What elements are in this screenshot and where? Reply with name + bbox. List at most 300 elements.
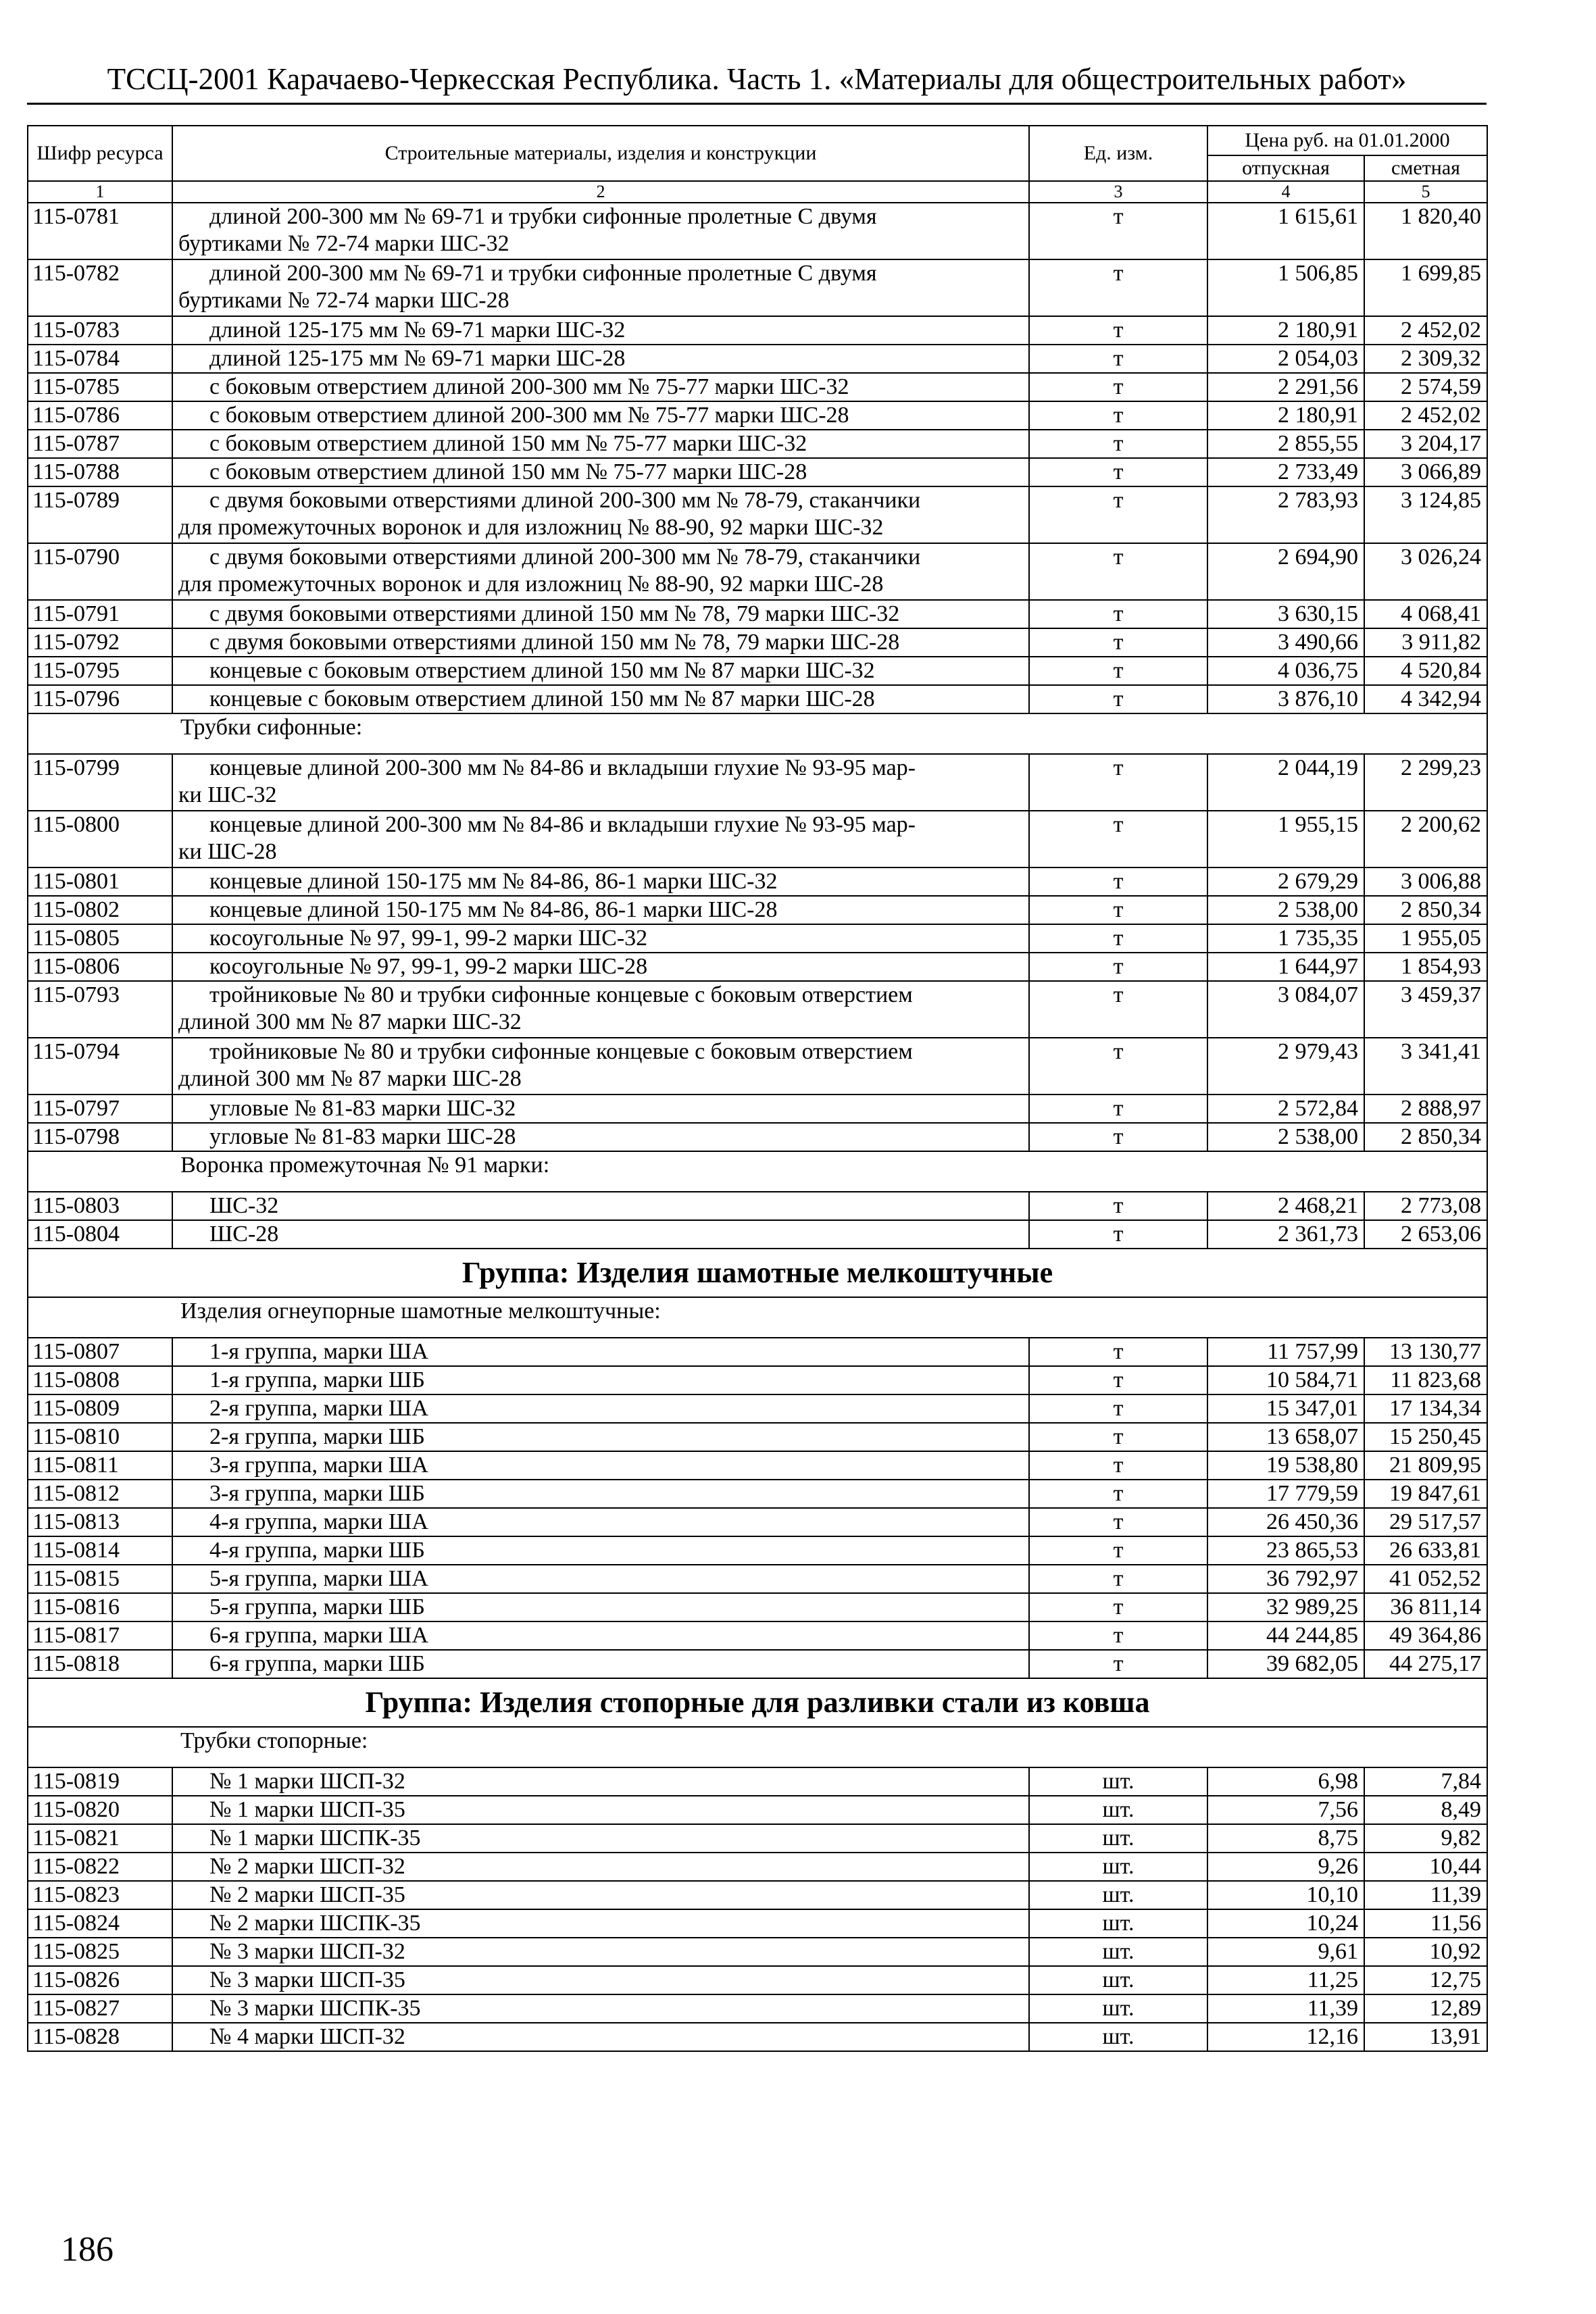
unit-cell: т <box>1029 543 1207 600</box>
resource-code: 115-0781 <box>28 203 172 259</box>
release-price: 6,98 <box>1207 1767 1364 1796</box>
estimate-price: 2 850,34 <box>1364 896 1487 924</box>
unit-cell: шт. <box>1029 1767 1207 1796</box>
table-row <box>28 1451 1487 1480</box>
material-description <box>172 1824 1029 1853</box>
material-description <box>172 1853 1029 1881</box>
estimate-price: 8,49 <box>1364 1796 1487 1824</box>
material-description <box>172 924 1029 953</box>
description-line-1: 3-я группа, марки ШБ <box>209 1481 425 1506</box>
material-description <box>172 1650 1029 1678</box>
estimate-price: 9,82 <box>1364 1824 1487 1853</box>
unit-cell: шт. <box>1029 1881 1207 1909</box>
material-description <box>172 1994 1029 2023</box>
resource-code: 115-0817 <box>28 1621 172 1650</box>
material-description <box>172 1220 1029 1249</box>
resource-code: 115-0791 <box>28 600 172 628</box>
resource-code: 115-0825 <box>28 1938 172 1966</box>
unit-cell: т <box>1029 1220 1207 1249</box>
description-line-1: с боковым отверстием длиной 200-300 мм № 75-77 марки ШС-28 <box>209 403 849 428</box>
material-description <box>172 203 1029 259</box>
unit-cell: т <box>1029 685 1207 713</box>
material-description <box>172 259 1029 316</box>
resource-code: 115-0808 <box>28 1366 172 1394</box>
table-header <box>28 126 1487 203</box>
estimate-price: 11 823,68 <box>1364 1366 1487 1394</box>
description-line-1: концевые с боковым отверстием длиной 150 мм № 87 марки ШС-28 <box>209 686 875 711</box>
material-description <box>172 600 1029 628</box>
release-price: 3 490,66 <box>1207 628 1364 657</box>
group-title: Группа: Изделия шамотные мелкоштучные <box>28 1249 1487 1297</box>
table-row <box>28 316 1487 345</box>
release-price: 11,39 <box>1207 1994 1364 2023</box>
description-line-1: № 1 марки ШСП-35 <box>209 1797 405 1822</box>
description-line-1: № 3 марки ШСПК-35 <box>209 1996 421 2021</box>
unit-cell: т <box>1029 924 1207 953</box>
unit-cell: т <box>1029 811 1207 867</box>
release-price: 23 865,53 <box>1207 1536 1364 1565</box>
description-line-1: ШС-32 <box>209 1193 279 1218</box>
subheading-label: Трубки стопорные: <box>172 1727 1487 1767</box>
material-description <box>172 430 1029 458</box>
release-price: 2 054,03 <box>1207 345 1364 373</box>
material-description <box>172 458 1029 486</box>
resource-code: 115-0826 <box>28 1966 172 1994</box>
unit-cell: т <box>1029 1536 1207 1565</box>
material-description <box>172 1366 1029 1394</box>
unit-cell: т <box>1029 896 1207 924</box>
description-line-2: для промежуточных воронок и для изложниц № 88-90, 92 марки ШС-32 <box>178 515 884 540</box>
unit-cell: т <box>1029 628 1207 657</box>
table-row <box>28 1038 1487 1095</box>
release-price: 10,10 <box>1207 1881 1364 1909</box>
material-description <box>172 685 1029 713</box>
estimate-price: 2 574,59 <box>1364 373 1487 401</box>
estimate-price: 11,39 <box>1364 1881 1487 1909</box>
table-row <box>28 1423 1487 1451</box>
release-price: 2 180,91 <box>1207 316 1364 345</box>
resource-code: 115-0816 <box>28 1593 172 1621</box>
release-price: 44 244,85 <box>1207 1621 1364 1650</box>
estimate-price: 2 888,97 <box>1364 1095 1487 1123</box>
col-number-4: 4 <box>1207 181 1364 203</box>
release-price: 1 506,85 <box>1207 259 1364 316</box>
description-line-1: угловые № 81-83 марки ШС-28 <box>209 1124 516 1149</box>
table-row <box>28 401 1487 430</box>
release-price: 10,24 <box>1207 1909 1364 1938</box>
estimate-price: 1 820,40 <box>1364 203 1487 259</box>
estimate-price: 21 809,95 <box>1364 1451 1487 1480</box>
release-price: 15 347,01 <box>1207 1394 1364 1423</box>
resource-code: 115-0812 <box>28 1480 172 1508</box>
release-price: 39 682,05 <box>1207 1650 1364 1678</box>
release-price: 3 876,10 <box>1207 685 1364 713</box>
table-row <box>28 1796 1487 1824</box>
unit-cell: т <box>1029 401 1207 430</box>
material-description <box>172 1593 1029 1621</box>
resource-code: 115-0786 <box>28 401 172 430</box>
description-line-1: концевые длиной 150-175 мм № 84-86, 86-1 марки ШС-32 <box>209 869 778 894</box>
material-description <box>172 1394 1029 1423</box>
release-price: 11 757,99 <box>1207 1338 1364 1366</box>
unit-cell: т <box>1029 1366 1207 1394</box>
table-row <box>28 981 1487 1038</box>
release-price: 17 779,59 <box>1207 1480 1364 1508</box>
col-header-unit: Ед. изм. <box>1029 126 1207 181</box>
table-row <box>28 1565 1487 1593</box>
release-price: 1 615,61 <box>1207 203 1364 259</box>
release-price: 2 572,84 <box>1207 1095 1364 1123</box>
estimate-price: 13 130,77 <box>1364 1338 1487 1366</box>
col-number-3: 3 <box>1029 181 1207 203</box>
unit-cell: т <box>1029 1508 1207 1536</box>
material-description <box>172 1095 1029 1123</box>
table-row <box>28 430 1487 458</box>
table-row <box>28 685 1487 713</box>
estimate-price: 19 847,61 <box>1364 1480 1487 1508</box>
estimate-price: 10,92 <box>1364 1938 1487 1966</box>
table-row <box>28 1909 1487 1938</box>
release-price: 2 180,91 <box>1207 401 1364 430</box>
price-table-wrapper <box>27 125 1487 2052</box>
resource-code: 115-0798 <box>28 1123 172 1151</box>
table-row <box>28 1938 1487 1966</box>
description-line-1: № 2 марки ШСП-32 <box>209 1854 405 1879</box>
material-description <box>172 981 1029 1038</box>
description-line-1: длиной 125-175 мм № 69-71 марки ШС-32 <box>209 318 626 343</box>
table-row <box>28 1394 1487 1423</box>
subheading-row <box>28 1727 1487 1767</box>
material-description <box>172 1508 1029 1536</box>
table-row <box>28 811 1487 867</box>
description-line-1: 1-я группа, марки ША <box>209 1339 428 1364</box>
table-row <box>28 1966 1487 1994</box>
unit-cell: т <box>1029 316 1207 345</box>
description-line-1: 4-я группа, марки ШБ <box>209 1538 425 1563</box>
table-row <box>28 2023 1487 2051</box>
material-description <box>172 1565 1029 1593</box>
estimate-price: 2 309,32 <box>1364 345 1487 373</box>
estimate-price: 3 911,82 <box>1364 628 1487 657</box>
description-line-1: 5-я группа, марки ШБ <box>209 1594 425 1619</box>
release-price: 2 538,00 <box>1207 1123 1364 1151</box>
table-row <box>28 373 1487 401</box>
description-line-1: концевые длиной 200-300 мм № 84-86 и вкладыши глухие № 93-95 мар- <box>209 755 916 780</box>
estimate-price: 2 200,62 <box>1364 811 1487 867</box>
resource-code: 115-0788 <box>28 458 172 486</box>
unit-cell: т <box>1029 981 1207 1038</box>
description-line-1: тройниковые № 80 и трубки сифонные концевые с боковым отверстием <box>209 1039 913 1064</box>
subheading-spacer <box>28 1151 172 1192</box>
material-description <box>172 811 1029 867</box>
estimate-price: 4 520,84 <box>1364 657 1487 685</box>
estimate-price: 12,75 <box>1364 1966 1487 1994</box>
description-line-1: концевые с боковым отверстием длиной 150 мм № 87 марки ШС-32 <box>209 658 875 683</box>
material-description <box>172 1123 1029 1151</box>
col-header-release: отпускная <box>1207 155 1364 181</box>
release-price: 13 658,07 <box>1207 1423 1364 1451</box>
unit-cell: шт. <box>1029 1994 1207 2023</box>
estimate-price: 17 134,34 <box>1364 1394 1487 1423</box>
table-row <box>28 1767 1487 1796</box>
description-line-1: концевые длиной 200-300 мм № 84-86 и вкладыши глухие № 93-95 мар- <box>209 812 916 837</box>
table-row <box>28 953 1487 981</box>
material-description <box>172 1423 1029 1451</box>
material-description <box>172 316 1029 345</box>
release-price: 3 084,07 <box>1207 981 1364 1038</box>
table-row <box>28 628 1487 657</box>
table-row <box>28 1621 1487 1650</box>
resource-code: 115-0795 <box>28 657 172 685</box>
unit-cell: шт. <box>1029 1853 1207 1881</box>
release-price: 2 468,21 <box>1207 1192 1364 1220</box>
release-price: 1 955,15 <box>1207 811 1364 867</box>
table-row <box>28 896 1487 924</box>
description-line-1: с двумя боковыми отверстиями длиной 200-300 мм № 78-79, стаканчики <box>209 545 921 570</box>
material-description <box>172 628 1029 657</box>
group-row <box>28 1678 1487 1727</box>
description-line-1: косоугольные № 97, 99-1, 99-2 марки ШС-28 <box>209 954 648 979</box>
description-line-1: 1-я группа, марки ШБ <box>209 1367 425 1392</box>
col-number-2: 2 <box>172 181 1029 203</box>
material-description <box>172 543 1029 600</box>
unit-cell: т <box>1029 1650 1207 1678</box>
estimate-price: 36 811,14 <box>1364 1593 1487 1621</box>
unit-cell: шт. <box>1029 1938 1207 1966</box>
material-description <box>172 1480 1029 1508</box>
col-number-1: 1 <box>28 181 172 203</box>
unit-cell: т <box>1029 1621 1207 1650</box>
release-price: 2 783,93 <box>1207 486 1364 543</box>
description-line-1: 2-я группа, марки ШБ <box>209 1424 425 1449</box>
estimate-price: 12,89 <box>1364 1994 1487 2023</box>
resource-code: 115-0804 <box>28 1220 172 1249</box>
resource-code: 115-0794 <box>28 1038 172 1095</box>
resource-code: 115-0802 <box>28 896 172 924</box>
release-price: 9,26 <box>1207 1853 1364 1881</box>
unit-cell: т <box>1029 1123 1207 1151</box>
estimate-price: 3 204,17 <box>1364 430 1487 458</box>
description-line-2: для промежуточных воронок и для изложниц № 88-90, 92 марки ШС-28 <box>178 572 884 597</box>
release-price: 36 792,97 <box>1207 1565 1364 1593</box>
material-description <box>172 1038 1029 1095</box>
table-row <box>28 754 1487 811</box>
description-line-1: с двумя боковыми отверстиями длиной 150 мм № 78, 79 марки ШС-32 <box>209 601 900 626</box>
unit-cell: т <box>1029 486 1207 543</box>
description-line-1: с двумя боковыми отверстиями длиной 200-300 мм № 78-79, стаканчики <box>209 488 921 513</box>
unit-cell: т <box>1029 1423 1207 1451</box>
description-line-1: 4-я группа, марки ША <box>209 1509 428 1534</box>
release-price: 32 989,25 <box>1207 1593 1364 1621</box>
table-row <box>28 1650 1487 1678</box>
unit-cell: т <box>1029 203 1207 259</box>
resource-code: 115-0784 <box>28 345 172 373</box>
description-line-1: длиной 200-300 мм № 69-71 и трубки сифонные пролетные С двумя <box>209 204 877 229</box>
subheading-spacer <box>28 713 172 754</box>
estimate-price: 2 452,02 <box>1364 316 1487 345</box>
unit-cell: т <box>1029 754 1207 811</box>
release-price: 2 733,49 <box>1207 458 1364 486</box>
resource-code: 115-0801 <box>28 867 172 896</box>
estimate-price: 2 452,02 <box>1364 401 1487 430</box>
material-description <box>172 401 1029 430</box>
table-row <box>28 1853 1487 1881</box>
group-title: Группа: Изделия стопорные для разливки стали из ковша <box>28 1678 1487 1727</box>
estimate-price: 3 066,89 <box>1364 458 1487 486</box>
unit-cell: т <box>1029 1593 1207 1621</box>
resource-code: 115-0819 <box>28 1767 172 1796</box>
estimate-price: 2 299,23 <box>1364 754 1487 811</box>
unit-cell: шт. <box>1029 2023 1207 2051</box>
resource-code: 115-0822 <box>28 1853 172 1881</box>
description-line-1: концевые длиной 150-175 мм № 84-86, 86-1 марки ШС-28 <box>209 897 778 922</box>
resource-code: 115-0823 <box>28 1881 172 1909</box>
release-price: 2 538,00 <box>1207 896 1364 924</box>
resource-code: 115-0805 <box>28 924 172 953</box>
resource-code: 115-0790 <box>28 543 172 600</box>
material-description <box>172 486 1029 543</box>
table-body <box>28 203 1487 2051</box>
resource-code: 115-0811 <box>28 1451 172 1480</box>
table-row <box>28 486 1487 543</box>
estimate-price: 2 653,06 <box>1364 1220 1487 1249</box>
table-row <box>28 458 1487 486</box>
unit-cell: т <box>1029 657 1207 685</box>
unit-cell: т <box>1029 953 1207 981</box>
release-price: 4 036,75 <box>1207 657 1364 685</box>
table-row <box>28 600 1487 628</box>
unit-cell: шт. <box>1029 1824 1207 1853</box>
table-row <box>28 1095 1487 1123</box>
price-table <box>27 125 1488 2052</box>
estimate-price: 3 006,88 <box>1364 867 1487 896</box>
material-description <box>172 1621 1029 1650</box>
estimate-price: 10,44 <box>1364 1853 1487 1881</box>
release-price: 2 679,29 <box>1207 867 1364 896</box>
description-line-1: с боковым отверстием длиной 150 мм № 75-77 марки ШС-28 <box>209 459 807 484</box>
description-line-1: 5-я группа, марки ША <box>209 1566 428 1591</box>
description-line-1: с двумя боковыми отверстиями длиной 150 мм № 78, 79 марки ШС-28 <box>209 630 900 655</box>
table-row <box>28 1508 1487 1536</box>
resource-code: 115-0799 <box>28 754 172 811</box>
estimate-price: 2 773,08 <box>1364 1192 1487 1220</box>
resource-code: 115-0787 <box>28 430 172 458</box>
estimate-price: 3 341,41 <box>1364 1038 1487 1095</box>
estimate-price: 49 364,86 <box>1364 1621 1487 1650</box>
table-row <box>28 657 1487 685</box>
release-price: 9,61 <box>1207 1938 1364 1966</box>
col-header-code: Шифр ресурса <box>28 126 172 181</box>
material-description <box>172 754 1029 811</box>
resource-code: 115-0809 <box>28 1394 172 1423</box>
page-number: 186 <box>61 2230 114 2269</box>
material-description <box>172 1966 1029 1994</box>
description-line-1: 6-я группа, марки ША <box>209 1623 428 1648</box>
description-line-1: 6-я группа, марки ШБ <box>209 1651 425 1676</box>
table-row <box>28 1192 1487 1220</box>
estimate-price: 15 250,45 <box>1364 1423 1487 1451</box>
resource-code: 115-0783 <box>28 316 172 345</box>
description-line-1: ШС-28 <box>209 1222 279 1247</box>
table-row <box>28 924 1487 953</box>
material-description <box>172 1796 1029 1824</box>
resource-code: 115-0815 <box>28 1565 172 1593</box>
table-row <box>28 543 1487 600</box>
unit-cell: шт. <box>1029 1966 1207 1994</box>
release-price: 2 361,73 <box>1207 1220 1364 1249</box>
material-description <box>172 2023 1029 2051</box>
unit-cell: т <box>1029 1480 1207 1508</box>
unit-cell: т <box>1029 345 1207 373</box>
resource-code: 115-0797 <box>28 1095 172 1123</box>
unit-cell: т <box>1029 373 1207 401</box>
col-number-5: 5 <box>1364 181 1487 203</box>
resource-code: 115-0793 <box>28 981 172 1038</box>
release-price: 7,56 <box>1207 1796 1364 1824</box>
subheading-spacer <box>28 1727 172 1767</box>
estimate-price: 1 854,93 <box>1364 953 1487 981</box>
unit-cell: т <box>1029 259 1207 316</box>
material-description <box>172 1338 1029 1366</box>
material-description <box>172 657 1029 685</box>
unit-cell: т <box>1029 867 1207 896</box>
resource-code: 115-0785 <box>28 373 172 401</box>
estimate-price: 29 517,57 <box>1364 1508 1487 1536</box>
page-header: ТССЦ-2001 Карачаево-Черкесская Республика. Часть 1. «Материалы для общестроительных работ» <box>27 55 1487 105</box>
resource-code: 115-0807 <box>28 1338 172 1366</box>
material-description <box>172 1192 1029 1220</box>
unit-cell: шт. <box>1029 1909 1207 1938</box>
description-line-1: длиной 125-175 мм № 69-71 марки ШС-28 <box>209 346 626 371</box>
resource-code: 115-0796 <box>28 685 172 713</box>
resource-code: 115-0806 <box>28 953 172 981</box>
resource-code: 115-0814 <box>28 1536 172 1565</box>
estimate-price: 3 026,24 <box>1364 543 1487 600</box>
material-description <box>172 373 1029 401</box>
release-price: 26 450,36 <box>1207 1508 1364 1536</box>
release-price: 11,25 <box>1207 1966 1364 1994</box>
material-description <box>172 1909 1029 1938</box>
description-line-1: № 1 марки ШСПК-35 <box>209 1826 421 1851</box>
resource-code: 115-0828 <box>28 2023 172 2051</box>
table-row <box>28 1220 1487 1249</box>
estimate-price: 3 124,85 <box>1364 486 1487 543</box>
resource-code: 115-0821 <box>28 1824 172 1853</box>
description-line-1: тройниковые № 80 и трубки сифонные концевые с боковым отверстием <box>209 982 913 1007</box>
unit-cell: т <box>1029 1038 1207 1095</box>
subheading-label: Изделия огнеупорные шамотные мелкоштучные: <box>172 1297 1487 1338</box>
description-line-1: угловые № 81-83 марки ШС-32 <box>209 1096 516 1121</box>
release-price: 2 694,90 <box>1207 543 1364 600</box>
resource-code: 115-0782 <box>28 259 172 316</box>
unit-cell: т <box>1029 1565 1207 1593</box>
release-price: 10 584,71 <box>1207 1366 1364 1394</box>
table-row <box>28 1881 1487 1909</box>
table-row <box>28 1536 1487 1565</box>
unit-cell: шт. <box>1029 1796 1207 1824</box>
table-row <box>28 1593 1487 1621</box>
description-line-2: ки ШС-28 <box>178 839 277 864</box>
description-line-1: № 3 марки ШСП-35 <box>209 1967 405 1992</box>
resource-code: 115-0820 <box>28 1796 172 1824</box>
description-line-2: длиной 300 мм № 87 марки ШС-28 <box>178 1066 522 1091</box>
resource-code: 115-0813 <box>28 1508 172 1536</box>
subheading-label: Трубки сифонные: <box>172 713 1487 754</box>
description-line-1: № 1 марки ШСП-32 <box>209 1769 405 1794</box>
description-line-1: № 2 марки ШСП-35 <box>209 1882 405 1907</box>
table-row <box>28 203 1487 259</box>
release-price: 2 979,43 <box>1207 1038 1364 1095</box>
